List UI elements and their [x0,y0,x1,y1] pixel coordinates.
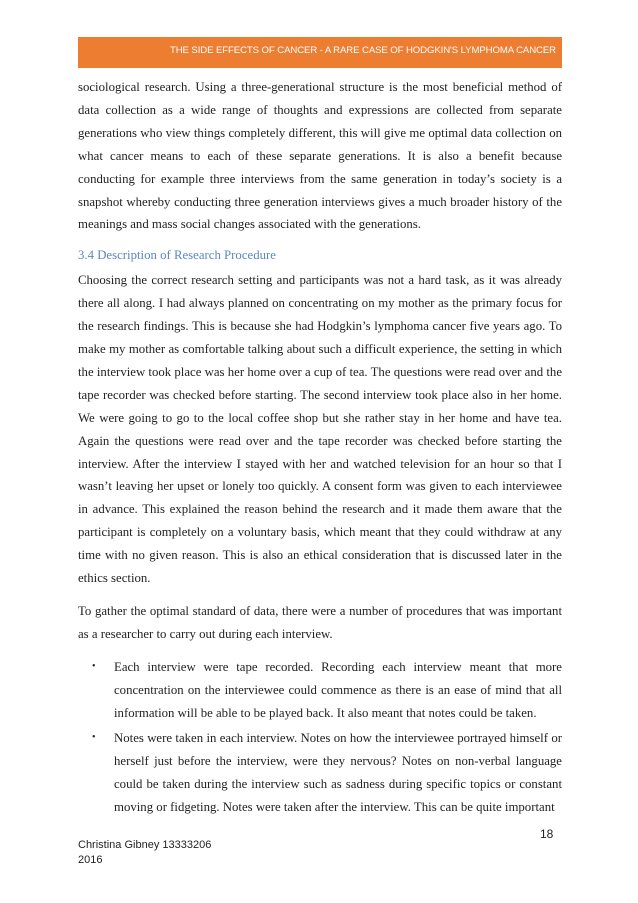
header-title: THE SIDE EFFECTS OF CANCER - A RARE CASE OF HODGKIN'S LYMPHOMA CANCER [169,45,556,56]
page-content [78,76,562,822]
header-bar [78,37,562,68]
list-item [78,656,562,725]
bullet-icon: • [92,660,96,672]
page-number: 18 [540,827,554,841]
footer-author: Christina Gibney 13333206 [78,839,212,851]
section-heading: 3.4 Description of Research Procedure [78,248,276,263]
list-item [78,727,562,819]
list-item-text: Notes were taken in each interview. Notes on how the interviewee portrayed himself or herself just before the interview, were they nervous? Notes on non-verbal language could be taken during the interview such as sadness during specific topics or constant moving or fidgeting. Notes were taken after the interview. This can be quite important [114,731,562,815]
procedures-list [78,656,562,819]
procedures-intro-paragraph: To gather the optimal standard of data, there were a number of procedures that was important as a researcher to carry out during each interview. [78,603,562,641]
list-item-text: Each interview were tape recorded. Recording each interview meant that more concentration on the interviewee could commence as there is an ease of mind that all information will be able to be played back. It also meant that notes could be taken. [114,659,562,720]
footer [78,838,211,868]
procedure-paragraph: Choosing the correct research setting and participants was not a hard task, as it was already there all along. I had always planned on concentrating on my mother as the primary focus for the research findings. This is because she had Hodgkin’s lymphoma cancer five years ago. To make my mother as comfortable talking about such a difficult experience, the setting in which the interview took place was her home over a cup of tea. The questions were read over and the tape recorder was checked before starting. The second interview took place also in her home. We were going to go to the local coffee shop but she rather stay in her home and have tea. Again the questions were read over and the tape recorder was checked before starting the interview. After the interview I stayed with her and watched television for an hour so that I wasn’t leaving her upset or lonely too quickly. A consent form was given to each interviewee in advance. This explained the reason behind the research and it made them aware that the participant is completely on a voluntary basis, which meant that they could withdraw at any time with no given reason. This is also an ethical consideration that is discussed later in the ethics section. [78,273,562,586]
footer-year: 2016 [78,854,103,866]
bullet-icon: • [92,732,96,744]
intro-paragraph: sociological research. Using a three-generational structure is the most beneficial method of data collection as a wide range of thoughts and expressions are collected from separate generations who view things completely different, this will give me optimal data collection on what cancer means to each of these separate generations. It is also a benefit because conducting for example three interviews from the same generation in today’s society is a snapshot whereby conducting three generation interviews gives a much broader history of the meanings and mass social changes associated with the generations. [78,80,562,232]
